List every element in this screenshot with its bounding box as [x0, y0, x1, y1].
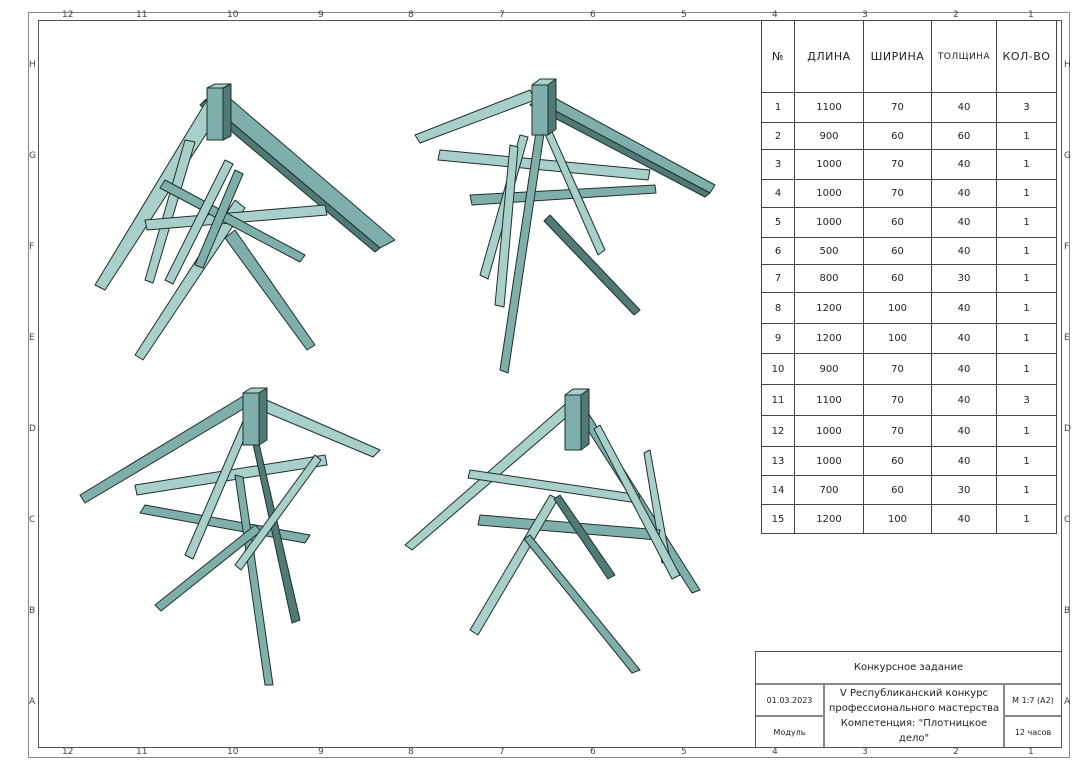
parts-row-quantity-cell: 1 [997, 324, 1057, 354]
parts-row-thickness-cell: 40 [932, 208, 997, 238]
zone-row-label: H [29, 60, 36, 70]
parts-table-row [762, 93, 1057, 123]
parts-row-length-cell: 1200 [795, 505, 864, 534]
zone-column-label: 3 [862, 747, 868, 757]
parts-row-length-cell: 500 [795, 238, 864, 265]
parts-row-thickness-cell: 40 [932, 447, 997, 476]
parts-row-quantity-cell: 1 [997, 505, 1057, 534]
parts-row-length-cell: 900 [795, 354, 864, 385]
zone-row-label: G [1064, 151, 1071, 161]
header-number: № [762, 21, 795, 93]
zone-row-label: F [1064, 242, 1070, 252]
parts-row-quantity-cell: 1 [997, 238, 1057, 265]
parts-row-width-cell: 60 [864, 238, 932, 265]
parts-row-length-cell: 1000 [795, 447, 864, 476]
parts-row-number-cell: 2 [762, 123, 795, 150]
parts-row-length-cell: 700 [795, 476, 864, 505]
parts-row-thickness-cell: 30 [932, 265, 997, 293]
title-block-description [824, 684, 1004, 747]
parts-row-length-cell: 1100 [795, 385, 864, 416]
parts-row-thickness-cell: 30 [932, 476, 997, 505]
zone-column-label: 6 [590, 747, 596, 757]
gazebo-view-top-left [85, 80, 395, 370]
zone-row-label: E [1064, 333, 1070, 343]
title-block-module: Модуль [756, 716, 824, 747]
parts-row-width-cell: 100 [864, 324, 932, 354]
zone-column-label: 5 [681, 747, 687, 757]
title-block-title: Конкурсное задание [756, 652, 1061, 684]
parts-row-length-cell: 900 [795, 123, 864, 150]
zone-row-label: C [29, 515, 36, 525]
parts-table-row [762, 180, 1057, 208]
zone-row-label: B [29, 606, 36, 616]
parts-row-length-cell: 800 [795, 265, 864, 293]
zone-column-label: 8 [408, 747, 414, 757]
parts-row-width-cell: 70 [864, 180, 932, 208]
parts-row-quantity-cell: 3 [997, 93, 1057, 123]
parts-row-quantity-cell: 1 [997, 180, 1057, 208]
parts-row-quantity-cell: 1 [997, 476, 1057, 505]
parts-table-row [762, 385, 1057, 416]
zone-column-label: 1 [1028, 10, 1034, 20]
parts-row-quantity-cell: 1 [997, 354, 1057, 385]
header-length: ДЛИНА [795, 21, 864, 93]
parts-row-number-cell: 5 [762, 208, 795, 238]
parts-row-number-cell: 6 [762, 238, 795, 265]
zone-column-label: 12 [62, 10, 74, 20]
zone-column-label: 7 [499, 747, 505, 757]
parts-table-row [762, 293, 1057, 324]
title-block [755, 651, 1062, 748]
parts-row-width-cell: 70 [864, 416, 932, 447]
zone-column-label: 3 [862, 10, 868, 20]
zone-column-label: 2 [953, 10, 959, 20]
description-line-2: профессионального мастерства [828, 703, 1000, 714]
header-width: ШИРИНА [864, 21, 932, 93]
parts-row-width-cell: 60 [864, 265, 932, 293]
zone-row-label: A [29, 697, 36, 707]
parts-row-thickness-cell: 40 [932, 238, 997, 265]
parts-table-row [762, 208, 1057, 238]
parts-row-width-cell: 60 [864, 447, 932, 476]
parts-row-thickness-cell: 40 [932, 354, 997, 385]
parts-row-quantity-cell: 1 [997, 416, 1057, 447]
parts-row-width-cell: 60 [864, 208, 932, 238]
zone-row-label: D [1064, 424, 1071, 434]
zone-column-label: 10 [227, 747, 239, 757]
parts-row-width-cell: 70 [864, 150, 932, 180]
zone-column-label: 9 [318, 10, 324, 20]
parts-row-number-cell: 12 [762, 416, 795, 447]
parts-row-thickness-cell: 40 [932, 180, 997, 208]
parts-row-number-cell: 1 [762, 93, 795, 123]
zone-row-label: C [1064, 515, 1071, 525]
gazebo-view-bottom-right [400, 385, 710, 675]
parts-table-row [762, 238, 1057, 265]
zone-column-label: 1 [1028, 747, 1034, 757]
zone-column-label: 6 [590, 10, 596, 20]
zone-column-label: 12 [62, 747, 74, 757]
parts-row-thickness-cell: 40 [932, 416, 997, 447]
parts-row-thickness-cell: 40 [932, 150, 997, 180]
description-line-3: Компетенция: "Плотницкое дело" [840, 718, 988, 744]
parts-row-length-cell: 1100 [795, 93, 864, 123]
gazebo-view-bottom-left [75, 385, 385, 690]
parts-row-quantity-cell: 1 [997, 123, 1057, 150]
parts-row-number-cell: 9 [762, 324, 795, 354]
parts-table-header [762, 21, 1057, 93]
parts-row-length-cell: 1000 [795, 416, 864, 447]
parts-row-width-cell: 100 [864, 293, 932, 324]
parts-row-number-cell: 14 [762, 476, 795, 505]
parts-row-thickness-cell: 40 [932, 293, 997, 324]
zone-column-label: 10 [227, 10, 239, 20]
title-block-date: 01.03.2023 [756, 684, 824, 716]
zone-row-label: B [1064, 606, 1071, 616]
parts-row-thickness-cell: 40 [932, 93, 997, 123]
zone-row-label: F [29, 242, 35, 252]
parts-row-length-cell: 1200 [795, 324, 864, 354]
zone-column-label: 11 [136, 10, 148, 20]
parts-row-quantity-cell: 1 [997, 265, 1057, 293]
zone-row-label: A [1064, 697, 1071, 707]
zone-column-label: 11 [136, 747, 148, 757]
parts-row-width-cell: 70 [864, 385, 932, 416]
parts-row-quantity-cell: 1 [997, 293, 1057, 324]
parts-row-thickness-cell: 40 [932, 324, 997, 354]
zone-row-label: D [29, 424, 36, 434]
parts-table-row [762, 416, 1057, 447]
parts-row-length-cell: 1000 [795, 150, 864, 180]
parts-row-number-cell: 15 [762, 505, 795, 534]
parts-row-width-cell: 100 [864, 505, 932, 534]
parts-row-number-cell: 4 [762, 180, 795, 208]
parts-row-thickness-cell: 40 [932, 385, 997, 416]
gazebo-view-top-right [410, 75, 720, 375]
parts-row-width-cell: 60 [864, 476, 932, 505]
zone-column-label: 5 [681, 10, 687, 20]
parts-table-row [762, 505, 1057, 534]
title-block-hours: 12 часов [1004, 716, 1061, 747]
zone-row-label: H [1064, 60, 1071, 70]
parts-table [761, 20, 1057, 534]
parts-table-row [762, 150, 1057, 180]
parts-row-thickness-cell: 40 [932, 505, 997, 534]
parts-row-number-cell: 8 [762, 293, 795, 324]
parts-row-quantity-cell: 1 [997, 208, 1057, 238]
parts-table-row [762, 354, 1057, 385]
parts-row-number-cell: 13 [762, 447, 795, 476]
parts-row-quantity-cell: 1 [997, 150, 1057, 180]
parts-row-length-cell: 1200 [795, 293, 864, 324]
parts-row-quantity-cell: 3 [997, 385, 1057, 416]
parts-row-length-cell: 1000 [795, 208, 864, 238]
description-line-1: V Республиканский конкурс [839, 688, 989, 699]
parts-row-number-cell: 3 [762, 150, 795, 180]
header-quantity: КОЛ-ВО [997, 21, 1057, 93]
zone-column-label: 2 [953, 747, 959, 757]
header-thickness: ТОЛЩИНА [932, 21, 997, 93]
parts-row-number-cell: 7 [762, 265, 795, 293]
zone-column-label: 8 [408, 10, 414, 20]
parts-row-quantity-cell: 1 [997, 447, 1057, 476]
zone-row-label: G [29, 151, 36, 161]
parts-table-row [762, 447, 1057, 476]
title-block-scale: М 1:7 (А2) [1004, 684, 1061, 716]
parts-row-thickness-cell: 60 [932, 123, 997, 150]
parts-table-row [762, 265, 1057, 293]
zone-column-label: 7 [499, 10, 505, 20]
parts-table-row [762, 123, 1057, 150]
parts-row-width-cell: 60 [864, 123, 932, 150]
parts-row-width-cell: 70 [864, 354, 932, 385]
zone-row-label: E [29, 333, 35, 343]
parts-row-width-cell: 70 [864, 93, 932, 123]
zone-column-label: 4 [772, 747, 778, 757]
zone-column-label: 9 [318, 747, 324, 757]
parts-row-number-cell: 10 [762, 354, 795, 385]
parts-table-row [762, 324, 1057, 354]
parts-row-length-cell: 1000 [795, 180, 864, 208]
parts-row-number-cell: 11 [762, 385, 795, 416]
parts-table-row [762, 476, 1057, 505]
zone-column-label: 4 [772, 10, 778, 20]
